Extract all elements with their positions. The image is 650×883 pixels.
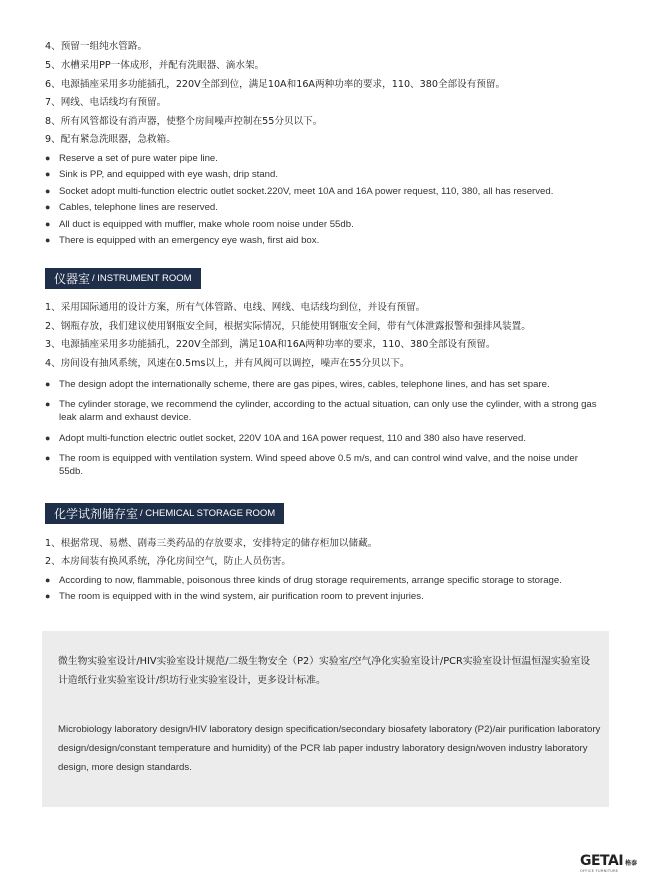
section-title-en: / INSTRUMENT ROOM [92,273,192,284]
section-title-zh: 化学试剂储存室 [54,507,139,521]
bullet-icon: ● [45,169,51,179]
logo-tagline: OFFICE FURNITURE [580,869,619,873]
list-item-en: ● Socket adopt multi-function electric outlet socket.220V, meet 10A and 16A power request, 110, 380, all has reserved. [45,186,554,197]
section-title-zh: 仪器室 [54,272,91,286]
list-item-cn: 2、本房间装有换风系统，净化房间空气，防止人员伤害。 [45,556,291,567]
logo-mark: GETAI [580,853,624,869]
bullet-icon: ● [45,453,51,463]
section-title-en: / CHEMICAL STORAGE ROOM [140,508,276,519]
list-item-cn: 1、采用国际通用的设计方案，所有气体管路、电线、网线、电话线均到位，并设有预留。 [45,302,426,313]
list-item-cn: 8、所有风管都设有消声器，使整个房间噪声控制在55分贝以下。 [45,116,323,127]
list-item-cn: 5、水槽采用PP一体成形，并配有洗眼器、滴水架。 [45,60,265,71]
list-item-cn: 1、根据常现、易燃、剧毒三类药品的存放要求，安排特定的储存柜加以储藏。 [45,538,378,549]
bullet-icon: ● [45,379,51,389]
bullet-icon: ● [45,219,51,229]
list-item-en: ● Adopt multi-function electric outlet socket, 220V 10A and 16A power request, 110 and 380 also have reserved. [45,433,527,444]
logo-side [625,860,637,867]
logo-zh: 格泰 [625,860,638,867]
list-item-cn: 9、配有紧急洗眼器，急救箱。 [45,134,176,145]
design-standards-box [42,631,609,807]
list-item-en: ● There is equipped with an emergency eye wash, first aid box. [45,235,320,246]
list-item-en: ● The room is equipped with ventilation system. Wind speed above 0.5 m/s, and can control wind valve, and the noise under 55db. [45,453,578,477]
bullet-icon: ● [45,591,51,601]
list-item-en: ● All duct is equipped with muffler, make whole room noise under 55db. [45,219,354,230]
list-item-en: ● Cables, telephone lines are reserved. [45,202,218,213]
list-item-en: ● Sink is PP, and equipped with eye wash, drip stand. [45,169,279,180]
bullet-icon: ● [45,575,51,585]
list-item-en: ● The design adopt the internationally scheme, there are gas pipes, wires, cables, telephone lines, and has set spare. [45,379,550,390]
list-item-en: ● According to now, flammable, poisonous three kinds of drug storage requirements, arrange specific storage to storage. [45,575,562,586]
section-header-chemical-storage-room [45,503,284,524]
design-standards-cn: 微生物实验室设计/HIV实验室设计规范/二级生物安全（P2）实验室/空气净化实验室设计/PCR实验室设计恒温恒湿实验室设计造纸行业实验室设计/织坊行业实验室设计，更多设计标准。 [58,656,591,686]
bullet-icon: ● [45,433,51,443]
section-header-instrument-room [45,268,201,289]
list-item-cn: 4、预留一组纯水管路。 [45,41,148,52]
list-item-en: ● The cylinder storage, we recommend the cylinder, according to the actual situation, can only use the cylinder, with a strong gas leak alarm and exhaust device. [45,399,597,423]
bullet-icon: ● [45,153,51,163]
list-item-en: ● Reserve a set of pure water pipe line. [45,153,218,164]
getai-logo [580,853,638,873]
list-item-cn: 2、钢瓶存放，我们建议使用钢瓶安全间，根据实际情况，只能使用钢瓶安全间，带有气体泄露报警和强排风装置。 [45,321,531,332]
list-item-cn: 4、房间设有抽风系统，风速在0.5ms以上，并有风阀可以调控，噪声在55分贝以下。 [45,358,410,369]
design-standards-en: Microbiology laboratory design/HIV laboratory design specification/secondary biosafety laboratory (P2)/air purification laboratory design/design/constant temperature and humidity) of the PCR lab paper industry laboratory design/woven industry laboratory design, more design standards. [58,724,601,773]
list-item-cn: 6、电源插座采用多功能插孔，220V全部到位，满足10A和16A两种功率的要求，110、380全部设有预留。 [45,79,506,90]
list-item-cn: 3、电源插座采用多功能插孔，220V全部到，满足10A和16A两种功率的要求，110、380全部设有预留。 [45,339,496,350]
list-item-cn: 7、网线、电话线均有预留。 [45,97,167,108]
bullet-icon: ● [45,235,51,245]
bullet-icon: ● [45,202,51,212]
bullet-icon: ● [45,186,51,196]
list-item-en: ● The room is equipped with in the wind system, air purification room to prevent injuries. [45,591,424,602]
bullet-icon: ● [45,399,51,409]
